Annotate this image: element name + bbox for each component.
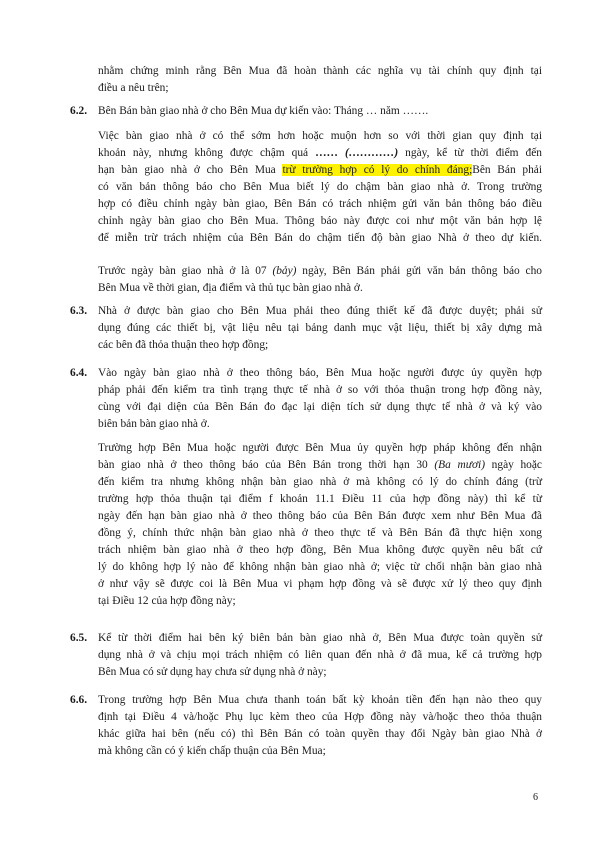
text-line: khoản này, nhưng không được chậm quá …… (…………) ngày, kể từ thời điểm đến: [98, 147, 542, 159]
text-line: đến kiểm tra nhưng không nhận bàn giao nhà ở mà không có lý do chính đáng (trừ: [98, 476, 542, 488]
text-line: Vào ngày bàn giao nhà ở theo thông báo, Bên Mua hoặc người được ủy quyền hợp: [98, 367, 542, 379]
text-line: hạn bàn giao nhà ở cho Bên Mua trừ trường hợp có lý do chính đáng;Bên Bán phải: [98, 164, 542, 176]
text-line: Bên Bán bàn giao nhà ở cho Bên Mua dự kiến vào: Tháng … năm …….: [98, 105, 429, 117]
text-line: định tại Điều 4 và/hoặc Phụ lục kèm theo của Hợp đồng này và/hoặc theo thỏa thuận: [98, 711, 542, 723]
text-line: Bên Mua có sử dụng hay chưa sử dụng nhà ở này;: [98, 666, 327, 678]
text-line: chỉnh ngày bàn giao cho Bên Mua. Thông báo này được coi như một văn bản hợp lệ: [98, 215, 542, 227]
text-line: trách nhiệm bàn giao nhà ở theo hợp đồng, Bên Mua không được quyền nêu bất cứ: [98, 544, 542, 556]
text-line: biên bản bàn giao nhà ở.: [98, 418, 210, 430]
text-line: Trong trường hợp Bên Mua chưa thanh toán bất kỳ khoản tiền đến hạn nào theo quy: [98, 694, 542, 706]
text-line: đồng ý, chính thức nhận bàn giao nhà ở theo thực tế và Bên Bán đã thực hiện xong: [98, 527, 542, 539]
text-line: pháp phải đến kiểm tra tình trạng thực tế nhà ở so với thỏa thuận trong hợp đồng này,: [98, 384, 542, 396]
text-line: khác giữa hai bên (nếu có) thì Bên Bán có toàn quyền thay đổi Ngày bàn giao Nhà ở: [98, 728, 542, 740]
section-number: 6.5.: [70, 632, 88, 644]
text-line: hợp có điều chỉnh ngày bàn giao, Bên Bán có trách nhiệm gửi văn bản thông báo điều: [98, 198, 542, 210]
text-line: ngày đến hạn bàn giao nhà ở theo thông báo của Bên Bán được xem như Bên Mua đã: [98, 510, 542, 522]
text-line: lý do không hợp lý nào để không nhận bàn giao nhà ở; việc từ chối nhận bàn giao nhà: [98, 561, 542, 573]
text-line: trường hợp thỏa thuận tại điểm f khoản 11.1 Điều 11 của hợp đồng này) thì kể từ: [98, 493, 542, 505]
highlighted-text: trừ trường hợp có lý do chính đáng;: [282, 164, 473, 176]
text-line: Việc bàn giao nhà ở có thể sớm hơn hoặc muộn hơn so với thời gian quy định tại: [98, 130, 542, 142]
paragraph-notice: [98, 263, 542, 297]
text-line: có văn bản thông báo cho Bên Mua biết lý do chậm bàn giao nhà ở. Trong trường: [98, 181, 542, 193]
text-line: bàn giao nhà ở theo thông báo của Bên Bán trong thời hạn 30 (Ba mươi) ngày hoặc: [98, 459, 542, 471]
text-line: Kể từ thời điểm hai bên ký biên bản bàn giao nhà ở, Bên Mua được toàn quyền sử: [98, 632, 542, 644]
section-number: 6.3.: [70, 305, 88, 317]
text-line: dụng đúng các thiết bị, vật liệu nêu tại bảng danh mục vật liệu, thiết bị xây dựng mà: [98, 322, 542, 334]
text-line: Nhà ở được bàn giao cho Bên Mua phải theo đúng thiết kế đã được duyệt; phải sử: [98, 305, 542, 317]
paragraph-failure-to-receive: [98, 440, 542, 610]
text-line: để miễn trừ trách nhiệm của Bên Bán do chậm tiến độ bàn giao Nhà ở theo dự kiến.: [98, 232, 542, 244]
text-line: Trường hợp Bên Mua hoặc người được Bên Mua ủy quyền hợp pháp không đến nhận: [98, 442, 542, 454]
section-number: 6.6.: [70, 694, 88, 706]
text-line: tại Điều 12 của hợp đồng này;: [98, 595, 236, 607]
text-line: Trước ngày bàn giao nhà ở là 07 (bảy) ngày, Bên Bán phải gửi văn bản thông báo cho: [98, 265, 542, 277]
paragraph-handover-timing: [98, 128, 542, 247]
text-line: Bên Mua về thời gian, địa điểm và thủ tục bàn giao nhà ở.: [98, 282, 363, 294]
section-number: 6.2.: [70, 105, 88, 117]
text-line: dụng nhà ở và chịu mọi trách nhiệm có liên quan đến nhà ở đã mua, kể cả trường hợp: [98, 649, 542, 661]
text-line: nhằm chứng minh rằng Bên Mua đã hoàn thành các nghĩa vụ tài chính quy định tại: [98, 65, 542, 77]
text-line: điều a nêu trên;: [98, 82, 169, 94]
page-number: 6: [533, 792, 538, 803]
text-line: các bên đã thỏa thuận theo hợp đồng;: [98, 339, 269, 351]
section-number: 6.4.: [70, 367, 88, 379]
text-line: mà không cần có ý kiến chấp thuận của Bên Mua;: [98, 745, 326, 757]
text-line: cùng với đại diện của Bên Bán đo đạc lại diện tích sử dụng thực tế nhà ở và ký vào: [98, 401, 542, 413]
text-line: ở như vậy sẽ được coi là Bên Mua vi phạm hợp đồng và sẽ được xử lý theo quy định: [98, 578, 542, 590]
